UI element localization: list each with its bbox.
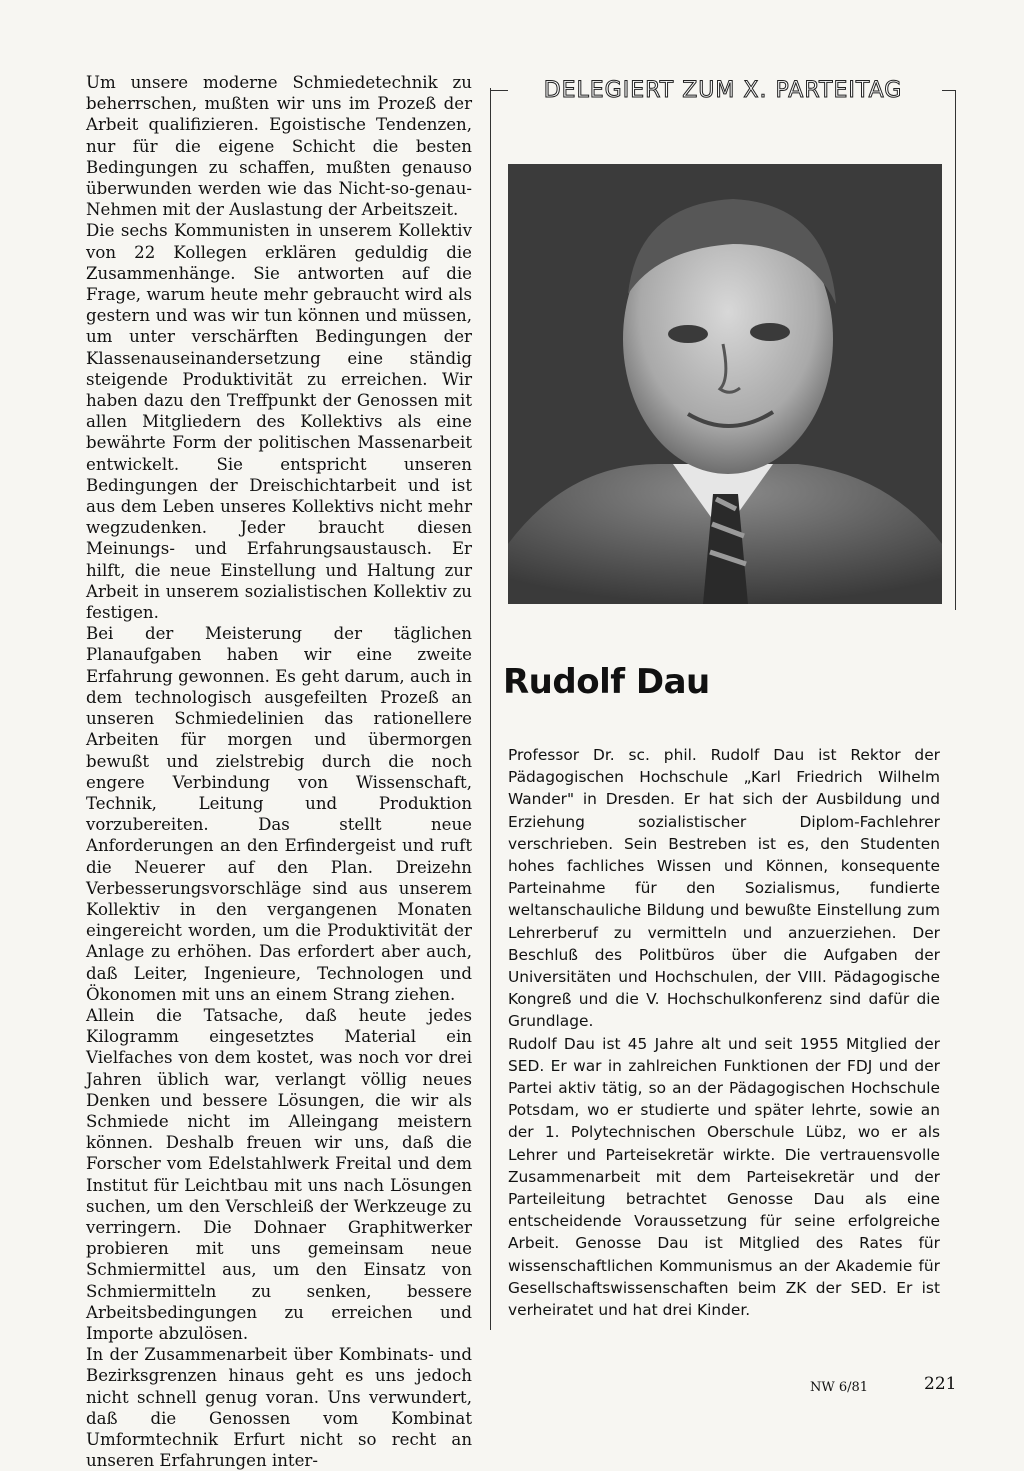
profile-paragraph: Rudolf Dau ist 45 Jahre alt und seit 1955 Mitglied der SED. Er war in zahlreichen Funktionen der FDJ und der Partei aktiv tätig, so an der Pädagogischen Hochschule Potsdam, wo er studierte und später lehrte, sowie an der 1. Polytechnischen Oberschule Lübz, wo er als Lehrer und Parteisekretär wirkte. Die vertrauensvolle Zusammenarbeit mit dem Parteisekretär und der Parteileitung betrachtet Genosse Dau als eine entscheidende Voraussetzung für seine erfolgreiche Arbeit. Genosse Dau ist Mitglied des Rates für wissenschaftlichen Kommunismus an der Akademie für Gesellschaftswissenschaften beim ZK der SED. Er ist verheiratet und hat drei Kinder. — [508, 1034, 940, 1320]
article-left-column — [86, 72, 472, 1471]
portrait-illustration — [508, 164, 942, 604]
profile-text — [508, 744, 940, 1321]
delegate-heading: DELEGIERT ZUM X. PARTEITAG — [543, 78, 903, 103]
person-name: Rudolf Dau — [503, 662, 710, 702]
article-paragraph: In der Zusammenarbeit über Kombinats- und Bezirksgrenzen hinaus geht es uns jedoch nicht schnell genug voran. Uns verwundert, daß die Genossen vom Kombinat Umformtechnik Erfurt nicht so recht an unseren Erfahrungen inter- — [86, 1345, 472, 1471]
article-paragraph: Um unsere moderne Schmiedetechnik zu beherrschen, mußten wir uns im Prozeß der Arbeit qualifizieren. Egoistische Tendenzen, nur für die eigene Schicht die besten Bedingungen zu schaffen, mußten genauso überwunden werden wie das Nicht-so-genau-Nehmen mit der Auslastung der Arbeitszeit. — [86, 73, 472, 220]
article-paragraph: Die sechs Kommunisten in unserem Kollektiv von 22 Kollegen erklären geduldig die Zusammenhänge. Sie antworten auf die Frage, warum heute mehr gebraucht wird als gestern und was wir tun können und müssen, um unter verschärften Bedingungen der Klassenauseinandersetzung eine ständig steigende Produktivität zu erreichen. Wir haben dazu den Treffpunkt der Genossen mit allen Mitgliedern des Kollektivs als eine bewährte Form der politischen Massenarbeit entwickelt. Sie entspricht unseren Bedingungen der Dreischichtarbeit und ist aus dem Leben unseres Kollektivs nicht mehr wegzudenken. Jeder braucht diesen Meinungs- und Erfahrungsaustausch. Er hilft, die neue Einstellung und Haltung zur Arbeit in unserem sozialistischen Kollektiv zu festigen. — [86, 221, 472, 623]
portrait-photo — [508, 164, 942, 604]
magazine-issue: NW 6/81 — [810, 1380, 869, 1395]
article-paragraph: Allein die Tatsache, daß heute jedes Kilogramm eingesetztes Material ein Vielfaches von dem kostet, was noch vor drei Jahren üblich war, verlangt völlig neues Denken und bessere Lösungen, die wir als Schmiede nicht im Alleingang meistern können. Deshalb freuen wir uns, daß die Forscher vom Edelstahlwerk Freital und dem Institut für Leichtbau mit uns nach Lösungen suchen, um den Verschleiß der Werkzeuge zu verringern. Die Dohnaer Graphitwerker probieren mit uns gemeinsam neue Schmiermittel aus, um den Einsatz von Schmiermitteln zu senken, bessere Arbeitsbedingungen zu erreichen und Importe abzulösen. — [86, 1005, 472, 1343]
page-number: 221 — [924, 1374, 957, 1394]
header-rule-right — [942, 90, 956, 91]
article-paragraph: Bei der Meisterung der täglichen Planaufgaben haben wir eine zweite Erfahrung gewonnen. Es geht darum, auch in dem technologisch ausgefeilten Prozeß an unseren Schmiedelinien das rationellere Arbeiten für morgen und übermorgen bewußt und zielstrebig durch die noch engere Verbindung von Wissenschaft, Technik, Leitung und Produktion vorzubereiten. Das stellt neue Anforderungen an den Erfindergeist und ruft die Neuerer auf den Plan. Dreizehn Verbesserungsvorschläge sind aus unserem Kollektiv in den vergangenen Monaten eingereicht worden, um die Produktivität der Anlage zu erhöhen. Das erfordert aber auch, daß Leiter, Ingenieure, Technologen und Ökonomen mit uns an einem Strang ziehen. — [86, 624, 472, 1004]
profile-box-header — [490, 78, 956, 104]
profile-paragraph: Professor Dr. sc. phil. Rudolf Dau ist Rektor der Pädagogischen Hochschule „Karl Friedrich Wilhelm Wander" in Dresden. Er hat sich der Ausbildung und Erziehung sozialistischer Diplom-Fachlehrer verschrieben. Sein Bestreben ist es, den Studenten hohes fachliches Wissen und Können, konsequente Parteinahme für den Sozialismus, fundierte weltanschauliche Bildung und bewußte Einstellung zum Lehrerberuf zu vermitteln und anzuerziehen. Der Beschluß des Politbüros über die Aufgaben der Universitäten und Hochschulen, der VIII. Pädagogische Kongreß und die V. Hochschulkonferenz sind dafür die Grundlage. — [508, 746, 940, 1031]
profile-box-right-rule — [955, 90, 956, 610]
